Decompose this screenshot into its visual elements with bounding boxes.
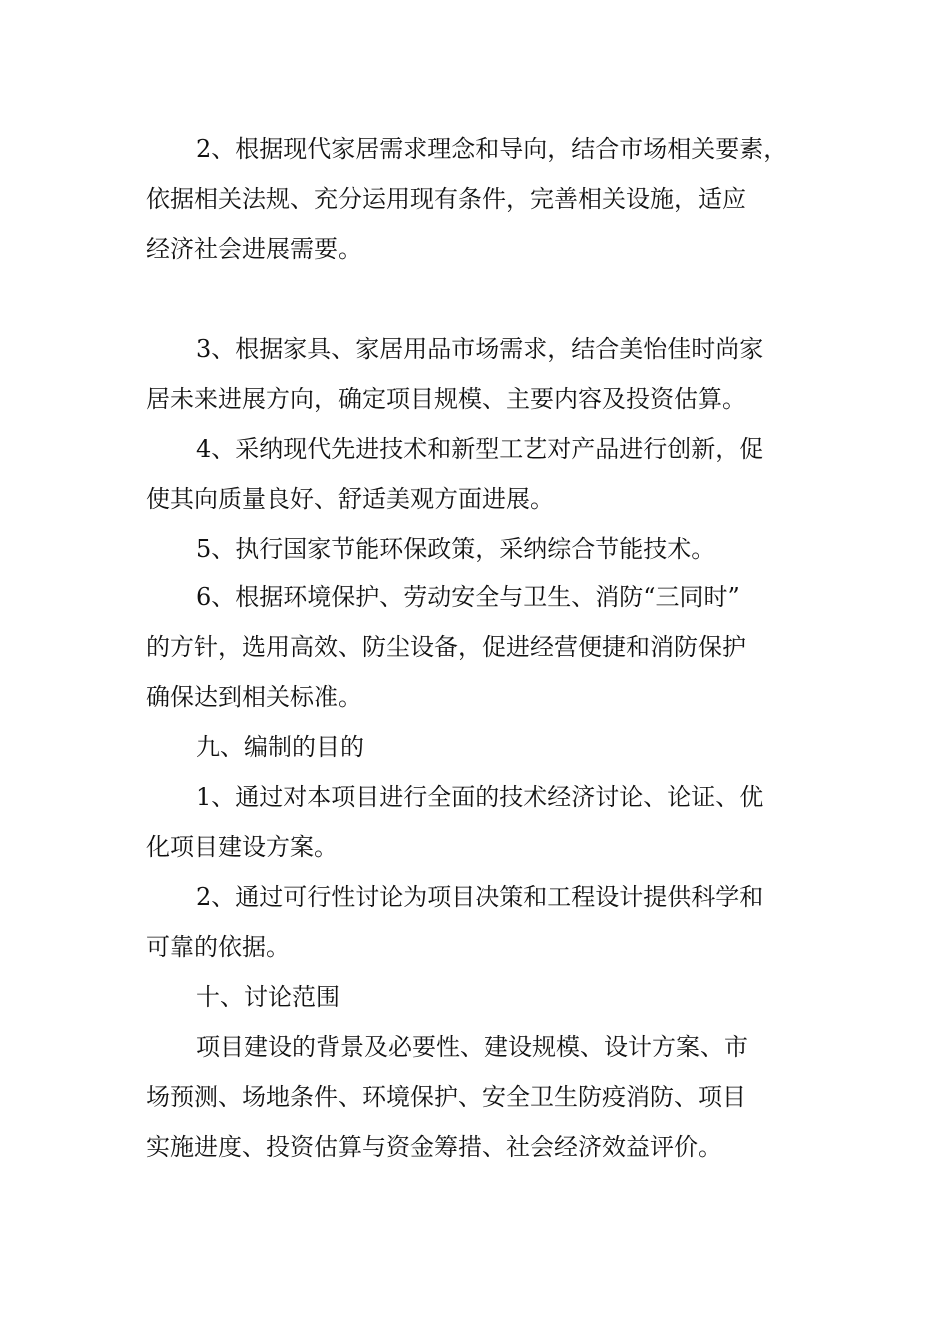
paragraph-line: 依据相关法规、充分运用现有条件，完善相关设施，适应 bbox=[146, 185, 746, 213]
paragraph-line: 3、根据家具、家居用品市场需求，结合美怡佳时尚家 bbox=[196, 335, 764, 363]
paragraph-line: 1、通过对本项目进行全面的技术经济讨论、论证、优 bbox=[196, 783, 764, 811]
section-heading: 九、编制的目的 bbox=[196, 733, 364, 761]
paragraph-line: 4、采纳现代先进技术和新型工艺对产品进行创新，促 bbox=[196, 435, 764, 463]
paragraph-line: 实施进度、投资估算与资金筹措、社会经济效益评价。 bbox=[146, 1133, 722, 1161]
paragraph-line: 可靠的依据。 bbox=[146, 933, 290, 961]
paragraph-line: 经济社会进展需要。 bbox=[146, 235, 362, 263]
paragraph-line: 确保达到相关标准。 bbox=[146, 683, 362, 711]
paragraph-line: 居未来进展方向，确定项目规模、主要内容及投资估算。 bbox=[146, 385, 746, 413]
paragraph-line: 场预测、场地条件、环境保护、安全卫生防疫消防、项目 bbox=[146, 1083, 746, 1111]
paragraph-line: 化项目建设方案。 bbox=[146, 833, 338, 861]
paragraph-line: 使其向质量良好、舒适美观方面进展。 bbox=[146, 485, 554, 513]
paragraph-line: 5、执行国家节能环保政策，采纳综合节能技术。 bbox=[196, 535, 716, 563]
paragraph-line: 项目建设的背景及必要性、建设规模、设计方案、市 bbox=[196, 1033, 748, 1061]
paragraph-line: 6、根据环境保护、劳动安全与卫生、消防“三同时” bbox=[196, 583, 740, 611]
paragraph-line: 2、通过可行性讨论为项目决策和工程设计提供科学和 bbox=[196, 883, 764, 911]
paragraph-line: 的方针，选用高效、防尘设备，促进经营便捷和消防保护 bbox=[146, 633, 746, 661]
paragraph-line: 2、根据现代家居需求理念和导向，结合市场相关要素， bbox=[196, 135, 788, 163]
section-heading: 十、讨论范围 bbox=[196, 983, 340, 1011]
